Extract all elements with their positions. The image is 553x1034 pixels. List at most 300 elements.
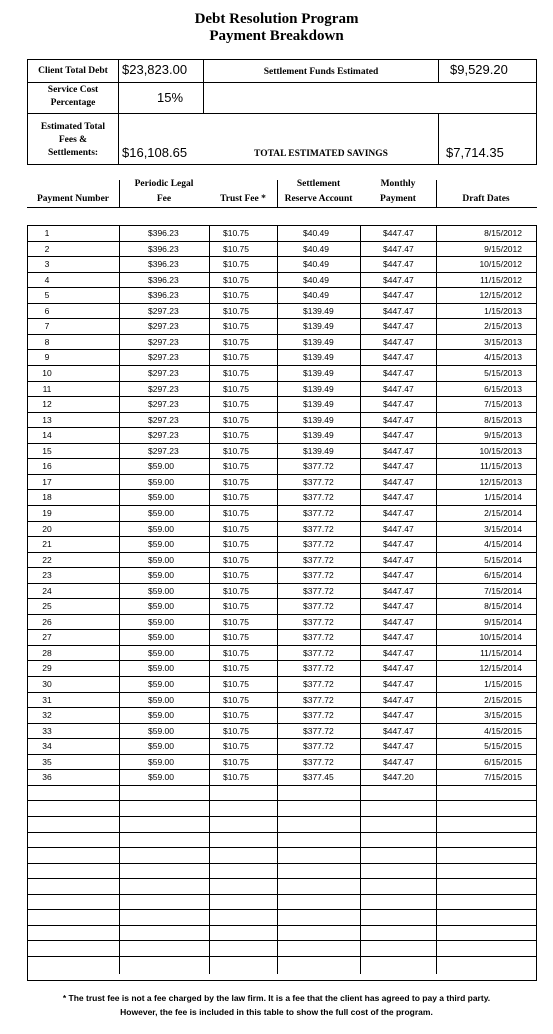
payment-number-cell: 18: [42, 492, 52, 503]
row-divider: [27, 365, 537, 366]
settlement-reserve-cell: $139.49: [303, 414, 334, 425]
trust-fee-cell: $10.75: [223, 228, 249, 238]
client-total-debt-label: Client Total Debt: [38, 66, 108, 76]
legal-fee-cell: $396.23: [148, 243, 179, 254]
settlement-reserve-cell: $139.49: [303, 321, 334, 332]
trust-fee-cell: $10.75: [223, 476, 249, 487]
settlement-funds-label: Settlement Funds Estimated: [263, 67, 379, 77]
monthly-payment-cell: $447.47: [383, 554, 414, 565]
footnote-trust-fee: * The trust fee is not a fee charged by the law firm. It is a fee that the client has agreed to pay a third party.: [62, 993, 491, 1003]
row-divider: [27, 272, 537, 273]
monthly-payment-cell: $447.47: [383, 399, 414, 410]
settlement-reserve-cell: $377.72: [303, 741, 334, 752]
draft-date-cell: 6/15/2013: [484, 383, 522, 394]
row-divider: [27, 505, 537, 506]
payment-number-cell: 13: [42, 414, 52, 425]
trust-fee-cell: $10.75: [223, 663, 249, 674]
trust-fee-cell: $10.75: [223, 616, 249, 627]
payment-number-cell: 7: [44, 321, 50, 332]
monthly-payment-cell: $447.47: [383, 507, 414, 518]
row-divider: [27, 956, 537, 957]
draft-date-cell: 11/15/2012: [480, 274, 522, 285]
payment-number-cell: 23: [42, 570, 52, 581]
column-header-settlement-reserve: Reserve Account: [284, 194, 353, 204]
draft-date-cell: 11/15/2014: [480, 647, 522, 658]
draft-date-cell: 12/15/2013: [479, 476, 522, 487]
payment-number-cell: 20: [42, 523, 52, 534]
draft-date-cell: 7/15/2014: [484, 585, 522, 596]
column-header-legal-fee: Fee: [156, 194, 172, 204]
row-divider: [27, 878, 537, 879]
legal-fee-cell: $59.00: [148, 647, 174, 658]
legal-fee-cell: $59.00: [148, 710, 174, 720]
settlement-reserve-cell: $377.72: [303, 570, 334, 581]
monthly-payment-cell: $447.47: [383, 305, 414, 316]
document-subtitle: Payment Breakdown: [209, 28, 344, 44]
draft-date-cell: 8/15/2012: [484, 228, 522, 238]
settlement-reserve-cell: $377.72: [303, 616, 334, 627]
column-header-legal-fee: Periodic Legal: [134, 179, 194, 189]
row-divider: [27, 692, 537, 693]
monthly-payment-cell: $447.47: [383, 243, 414, 254]
payment-number-cell: 1: [44, 228, 50, 238]
trust-fee-cell: $10.75: [223, 523, 249, 534]
legal-fee-cell: $59.00: [148, 539, 174, 549]
settlement-reserve-cell: $377.72: [303, 539, 334, 549]
trust-fee-cell: $10.75: [223, 461, 249, 472]
monthly-payment-cell: $447.47: [383, 461, 414, 472]
draft-date-cell: 2/15/2015: [484, 694, 522, 705]
column-header-monthly-payment: Payment: [380, 194, 416, 204]
legal-fee-cell: $59.00: [148, 492, 174, 503]
trust-fee-cell: $10.75: [223, 539, 249, 549]
payment-number-cell: 2: [44, 243, 50, 254]
payment-number-cell: 26: [42, 616, 52, 627]
legal-fee-cell: $297.23: [148, 321, 179, 332]
row-divider: [27, 769, 537, 770]
legal-fee-cell: $59.00: [148, 772, 174, 783]
monthly-payment-cell: $447.47: [383, 476, 414, 487]
settlement-reserve-cell: $377.72: [303, 725, 334, 736]
payment-number-cell: 11: [42, 383, 52, 394]
legal-fee-cell: $297.23: [148, 430, 179, 441]
header-divider: [119, 180, 120, 208]
legal-fee-cell: $59.00: [148, 756, 174, 767]
monthly-payment-cell: $447.47: [383, 632, 414, 643]
row-divider: [27, 241, 537, 242]
legal-fee-cell: $59.00: [148, 679, 174, 689]
monthly-payment-cell: $447.47: [383, 368, 414, 378]
settlement-reserve-cell: $377.72: [303, 554, 334, 565]
column-header-settlement-reserve: Settlement: [296, 179, 341, 189]
payment-number-cell: 22: [42, 554, 52, 565]
row-divider: [27, 287, 537, 288]
monthly-payment-cell: $447.47: [383, 523, 414, 534]
draft-date-cell: 6/15/2015: [484, 756, 522, 767]
trust-fee-cell: $10.75: [223, 305, 249, 316]
settlement-reserve-cell: $40.49: [303, 274, 329, 285]
summary-divider: [27, 113, 537, 114]
summary-divider: [438, 113, 439, 165]
payment-number-cell: 16: [42, 461, 52, 472]
row-divider: [27, 536, 537, 537]
row-divider: [27, 629, 537, 630]
payment-number-cell: 33: [42, 725, 52, 736]
settlement-reserve-cell: $377.72: [303, 632, 334, 643]
row-divider: [27, 800, 537, 801]
row-divider: [27, 909, 537, 910]
draft-date-cell: 8/15/2013: [484, 414, 522, 425]
payment-number-cell: 28: [42, 647, 52, 658]
monthly-payment-cell: $447.47: [383, 445, 414, 456]
trust-fee-cell: $10.75: [223, 321, 249, 332]
row-divider: [27, 832, 537, 833]
legal-fee-cell: $59.00: [148, 632, 174, 643]
row-divider: [27, 303, 537, 304]
draft-date-cell: 3/15/2014: [484, 523, 522, 534]
row-divider: [27, 707, 537, 708]
legal-fee-cell: $297.23: [148, 399, 179, 410]
column-header-payment-number: Payment Number: [36, 194, 110, 204]
payment-number-cell: 14: [42, 430, 52, 441]
legal-fee-cell: $59.00: [148, 507, 174, 518]
row-divider: [27, 614, 537, 615]
payment-number-cell: 34: [42, 741, 52, 752]
trust-fee-cell: $10.75: [223, 336, 249, 347]
service-cost-value: 15%: [157, 90, 184, 105]
column-divider: [119, 225, 120, 974]
row-divider: [27, 723, 537, 724]
row-divider: [27, 396, 537, 397]
service-cost-label: Service Cost: [47, 85, 99, 95]
draft-date-cell: 1/15/2013: [484, 305, 522, 316]
settlement-reserve-cell: $377.72: [303, 476, 334, 487]
draft-date-cell: 5/15/2014: [484, 554, 522, 565]
monthly-payment-cell: $447.47: [383, 616, 414, 627]
legal-fee-cell: $297.23: [148, 336, 179, 347]
total-savings-label: TOTAL ESTIMATED SAVINGS: [254, 149, 388, 159]
trust-fee-cell: $10.75: [223, 259, 249, 270]
summary-divider: [118, 59, 119, 165]
column-divider: [436, 225, 437, 974]
draft-date-cell: 10/15/2014: [479, 632, 522, 643]
monthly-payment-cell: $447.47: [383, 274, 414, 285]
row-divider: [27, 443, 537, 444]
summary-divider: [27, 82, 537, 83]
payment-number-cell: 8: [44, 336, 50, 347]
draft-date-cell: 4/15/2013: [484, 352, 522, 363]
header-divider: [277, 180, 278, 208]
payment-number-cell: 15: [42, 445, 52, 456]
draft-date-cell: 11/15/2013: [480, 461, 522, 472]
legal-fee-cell: $297.23: [148, 305, 179, 316]
monthly-payment-cell: $447.47: [383, 290, 414, 301]
estimated-total-label: Fees &: [58, 135, 88, 145]
settlement-reserve-cell: $377.72: [303, 756, 334, 767]
legal-fee-cell: $59.00: [148, 725, 174, 736]
document-title: Debt Resolution Program: [194, 11, 359, 27]
legal-fee-cell: $59.00: [148, 663, 174, 674]
trust-fee-cell: $10.75: [223, 710, 249, 720]
draft-date-cell: 2/15/2014: [484, 507, 522, 518]
settlement-reserve-cell: $139.49: [303, 383, 334, 394]
row-divider: [27, 785, 537, 786]
monthly-payment-cell: $447.47: [383, 601, 414, 612]
legal-fee-cell: $297.23: [148, 368, 179, 378]
monthly-payment-cell: $447.47: [383, 259, 414, 270]
legal-fee-cell: $59.00: [148, 585, 174, 596]
payment-number-cell: 25: [42, 601, 52, 612]
header-divider: [27, 207, 537, 208]
column-header-trust-fee: Trust Fee *: [220, 194, 266, 204]
row-divider: [27, 489, 537, 490]
draft-date-cell: 10/15/2012: [479, 259, 522, 270]
draft-date-cell: 8/15/2014: [484, 601, 522, 612]
row-divider: [27, 645, 537, 646]
monthly-payment-cell: $447.47: [383, 756, 414, 767]
payment-number-cell: 12: [42, 399, 52, 410]
estimated-total-label: Settlements:: [47, 148, 99, 158]
trust-fee-cell: $10.75: [223, 601, 249, 612]
row-divider: [27, 940, 537, 941]
row-divider: [27, 583, 537, 584]
trust-fee-cell: $10.75: [223, 399, 249, 410]
settlement-reserve-cell: $139.49: [303, 430, 334, 441]
payment-number-cell: 29: [42, 663, 52, 674]
client-total-debt-value: $23,823.00: [122, 62, 188, 77]
monthly-payment-cell: $447.47: [383, 492, 414, 503]
column-divider: [209, 225, 210, 974]
header-divider: [436, 180, 437, 208]
payment-number-cell: 27: [42, 632, 52, 643]
draft-date-cell: 5/15/2013: [484, 368, 522, 378]
trust-fee-cell: $10.75: [223, 445, 249, 456]
total-savings-value: $7,714.35: [446, 145, 504, 160]
settlement-reserve-cell: $377.72: [303, 663, 334, 674]
trust-fee-cell: $10.75: [223, 383, 249, 394]
row-divider: [27, 660, 537, 661]
row-divider: [27, 552, 537, 553]
trust-fee-cell: $10.75: [223, 507, 249, 518]
trust-fee-cell: $10.75: [223, 274, 249, 285]
monthly-payment-cell: $447.47: [383, 663, 414, 674]
legal-fee-cell: $297.23: [148, 383, 179, 394]
settlement-reserve-cell: $377.72: [303, 585, 334, 596]
settlement-reserve-cell: $377.72: [303, 461, 334, 472]
monthly-payment-cell: $447.47: [383, 694, 414, 705]
monthly-payment-cell: $447.47: [383, 539, 414, 549]
row-divider: [27, 816, 537, 817]
draft-date-cell: 9/15/2012: [484, 243, 522, 254]
row-divider: [27, 318, 537, 319]
legal-fee-cell: $59.00: [148, 741, 174, 752]
trust-fee-cell: $10.75: [223, 352, 249, 363]
trust-fee-cell: $10.75: [223, 585, 249, 596]
legal-fee-cell: $297.23: [148, 352, 179, 363]
settlement-reserve-cell: $40.49: [303, 290, 329, 301]
trust-fee-cell: $10.75: [223, 368, 249, 378]
monthly-payment-cell: $447.47: [383, 725, 414, 736]
monthly-payment-cell: $447.47: [383, 647, 414, 658]
draft-date-cell: 9/15/2013: [484, 430, 522, 441]
monthly-payment-cell: $447.47: [383, 430, 414, 441]
payment-number-cell: 32: [42, 710, 52, 720]
settlement-reserve-cell: $377.72: [303, 523, 334, 534]
settlement-reserve-cell: $40.49: [303, 259, 329, 270]
monthly-payment-cell: $447.47: [383, 585, 414, 596]
settlement-reserve-cell: $377.72: [303, 647, 334, 658]
draft-date-cell: 5/15/2015: [484, 741, 522, 752]
estimated-total-value: $16,108.65: [122, 145, 188, 160]
service-cost-label: Percentage: [50, 98, 96, 108]
settlement-reserve-cell: $377.72: [303, 679, 334, 689]
monthly-payment-cell: $447.20: [383, 772, 414, 783]
row-divider: [27, 349, 537, 350]
monthly-payment-cell: $447.47: [383, 741, 414, 752]
draft-date-cell: 12/15/2012: [479, 290, 522, 301]
payment-number-cell: 31: [42, 694, 52, 705]
monthly-payment-cell: $447.47: [383, 679, 414, 689]
row-divider: [27, 847, 537, 848]
trust-fee-cell: $10.75: [223, 554, 249, 565]
summary-divider: [438, 59, 439, 83]
legal-fee-cell: $297.23: [148, 445, 179, 456]
row-divider: [27, 427, 537, 428]
trust-fee-cell: $10.75: [223, 414, 249, 425]
trust-fee-cell: $10.75: [223, 290, 249, 301]
draft-date-cell: 7/15/2013: [484, 399, 522, 410]
row-divider: [27, 894, 537, 895]
settlement-reserve-cell: $377.72: [303, 492, 334, 503]
trust-fee-cell: $10.75: [223, 756, 249, 767]
trust-fee-cell: $10.75: [223, 741, 249, 752]
legal-fee-cell: $396.23: [148, 274, 179, 285]
legal-fee-cell: $59.00: [148, 694, 174, 705]
footnote-included: However, the fee is included in this table to show the full cost of the program.: [120, 1007, 433, 1017]
settlement-funds-value: $9,529.20: [450, 62, 508, 77]
row-divider: [27, 458, 537, 459]
settlement-reserve-cell: $377.72: [303, 507, 334, 518]
settlement-reserve-cell: $139.49: [303, 445, 334, 456]
draft-date-cell: 1/15/2015: [484, 679, 522, 689]
trust-fee-cell: $10.75: [223, 243, 249, 254]
trust-fee-cell: $10.75: [223, 492, 249, 503]
column-divider: [277, 225, 278, 974]
draft-date-cell: 4/15/2014: [484, 539, 522, 549]
payment-number-cell: 24: [42, 585, 52, 596]
legal-fee-cell: $59.00: [148, 601, 174, 612]
settlement-reserve-cell: $139.49: [303, 399, 334, 410]
draft-date-cell: 10/15/2013: [479, 445, 522, 456]
row-divider: [27, 754, 537, 755]
draft-date-cell: 6/15/2014: [484, 570, 522, 581]
legal-fee-cell: $59.00: [148, 476, 174, 487]
monthly-payment-cell: $447.47: [383, 414, 414, 425]
settlement-reserve-cell: $40.49: [303, 243, 329, 254]
legal-fee-cell: $297.23: [148, 414, 179, 425]
trust-fee-cell: $10.75: [223, 772, 249, 783]
payment-number-cell: 6: [44, 305, 50, 316]
row-divider: [27, 863, 537, 864]
legal-fee-cell: $396.23: [148, 259, 179, 270]
legal-fee-cell: $396.23: [148, 228, 179, 238]
settlement-reserve-cell: $377.72: [303, 694, 334, 705]
payment-number-cell: 10: [42, 368, 52, 378]
legal-fee-cell: $59.00: [148, 616, 174, 627]
trust-fee-cell: $10.75: [223, 632, 249, 643]
trust-fee-cell: $10.75: [223, 647, 249, 658]
settlement-reserve-cell: $377.72: [303, 601, 334, 612]
legal-fee-cell: $59.00: [148, 570, 174, 581]
payment-number-cell: 21: [42, 539, 52, 549]
settlement-reserve-cell: $139.49: [303, 336, 334, 347]
column-divider: [360, 225, 361, 974]
payment-number-cell: 9: [44, 352, 50, 363]
monthly-payment-cell: $447.47: [383, 336, 414, 347]
payment-number-cell: 30: [42, 679, 52, 689]
trust-fee-cell: $10.75: [223, 679, 249, 689]
legal-fee-cell: $59.00: [148, 523, 174, 534]
draft-date-cell: 7/15/2015: [484, 772, 522, 783]
row-divider: [27, 676, 537, 677]
settlement-reserve-cell: $377.72: [303, 710, 334, 720]
trust-fee-cell: $10.75: [223, 694, 249, 705]
legal-fee-cell: $59.00: [148, 461, 174, 472]
payment-number-cell: 3: [44, 259, 50, 270]
row-divider: [27, 598, 537, 599]
settlement-reserve-cell: $139.49: [303, 352, 334, 363]
row-divider: [27, 738, 537, 739]
monthly-payment-cell: $447.47: [383, 228, 414, 238]
settlement-reserve-cell: $139.49: [303, 305, 334, 316]
legal-fee-cell: $59.00: [148, 554, 174, 565]
draft-date-cell: 1/15/2014: [484, 492, 522, 503]
draft-date-cell: 4/15/2015: [484, 725, 522, 736]
settlement-reserve-cell: $139.49: [303, 368, 334, 378]
row-divider: [27, 474, 537, 475]
row-divider: [27, 567, 537, 568]
draft-date-cell: 3/15/2013: [484, 336, 522, 347]
settlement-reserve-cell: $40.49: [303, 228, 329, 238]
monthly-payment-cell: $447.47: [383, 352, 414, 363]
draft-date-cell: 9/15/2014: [484, 616, 522, 627]
draft-date-cell: 12/15/2014: [479, 663, 522, 674]
payment-number-cell: 35: [42, 756, 52, 767]
payment-number-cell: 4: [44, 274, 50, 285]
column-header-monthly-payment: Monthly: [380, 179, 416, 189]
row-divider: [27, 521, 537, 522]
draft-date-cell: 3/15/2015: [484, 710, 522, 720]
payment-number-cell: 36: [42, 772, 52, 783]
legal-fee-cell: $396.23: [148, 290, 179, 301]
row-divider: [27, 925, 537, 926]
trust-fee-cell: $10.75: [223, 725, 249, 736]
payment-number-cell: 17: [42, 476, 52, 487]
row-divider: [27, 334, 537, 335]
row-divider: [27, 381, 537, 382]
monthly-payment-cell: $447.47: [383, 383, 414, 394]
trust-fee-cell: $10.75: [223, 430, 249, 441]
draft-date-cell: 2/15/2013: [484, 321, 522, 332]
monthly-payment-cell: $447.47: [383, 321, 414, 332]
column-header-draft-dates: Draft Dates: [462, 194, 510, 204]
trust-fee-cell: $10.75: [223, 570, 249, 581]
payment-number-cell: 19: [42, 507, 52, 518]
settlement-reserve-cell: $377.45: [303, 772, 334, 783]
monthly-payment-cell: $447.47: [383, 710, 414, 720]
monthly-payment-cell: $447.47: [383, 570, 414, 581]
estimated-total-label: Estimated Total: [40, 122, 106, 132]
